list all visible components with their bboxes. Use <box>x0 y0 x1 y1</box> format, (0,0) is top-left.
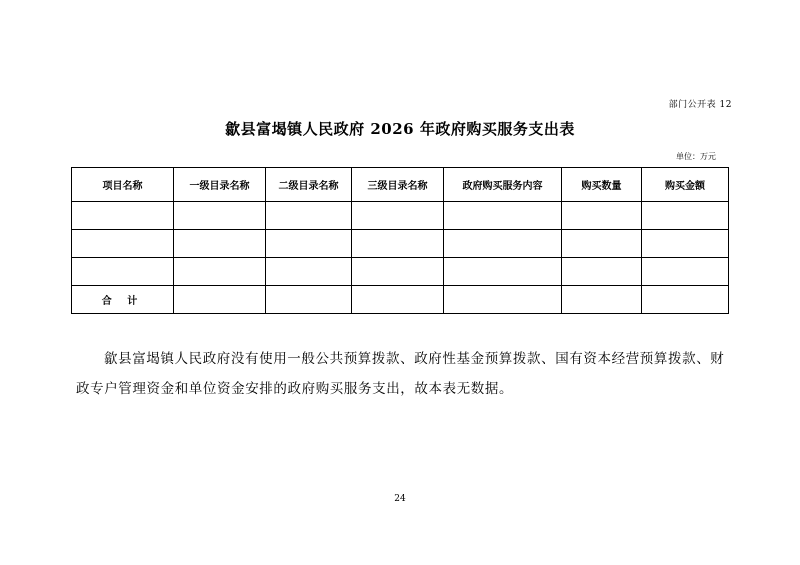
table-cell <box>174 286 266 314</box>
column-header-service-content: 政府购买服务内容 <box>444 168 562 202</box>
column-header-level3-category: 三级目录名称 <box>352 168 444 202</box>
table-header-row <box>72 168 729 202</box>
table-cell <box>266 230 352 258</box>
table-cell <box>444 202 562 230</box>
table-cell <box>266 202 352 230</box>
document-title: 歙县富堨镇人民政府 2026 年政府购买服务支出表 <box>225 120 575 138</box>
table-cell <box>174 258 266 286</box>
purchase-services-table <box>71 167 729 314</box>
table-cell <box>562 258 642 286</box>
table-cell <box>352 286 444 314</box>
column-header-quantity: 购买数量 <box>562 168 642 202</box>
column-header-level2-category: 二级目录名称 <box>266 168 352 202</box>
unit-label: 单位：万元 <box>676 152 716 161</box>
table-cell <box>266 258 352 286</box>
table-row <box>72 202 729 230</box>
table-cell <box>562 230 642 258</box>
table-cell <box>266 286 352 314</box>
table-cell <box>642 258 729 286</box>
table-cell <box>352 258 444 286</box>
table-cell <box>174 230 266 258</box>
total-label: 合 计 <box>72 286 174 314</box>
page-number: 24 <box>394 494 406 504</box>
table-cell <box>72 202 174 230</box>
table-cell <box>444 258 562 286</box>
table-cell <box>444 286 562 314</box>
table-row <box>72 230 729 258</box>
table-cell <box>72 230 174 258</box>
column-header-amount: 购买金额 <box>642 168 729 202</box>
explanatory-note: 歙县富堨镇人民政府没有使用一般公共预算拨款、政府性基金预算拨款、国有资本经营预算拨款、财政专户管理资金和单位资金安排的政府购买服务支出，故本表无数据。 <box>76 351 725 397</box>
table-row <box>72 258 729 286</box>
table-cell <box>642 230 729 258</box>
column-header-project-name: 项目名称 <box>72 168 174 202</box>
table-cell <box>642 286 729 314</box>
table-cell <box>642 202 729 230</box>
column-header-level1-category: 一级目录名称 <box>174 168 266 202</box>
table-total-row <box>72 286 729 314</box>
table-cell <box>174 202 266 230</box>
table-cell <box>352 230 444 258</box>
table-cell <box>352 202 444 230</box>
table-cell <box>444 230 562 258</box>
table-cell <box>562 286 642 314</box>
table-cell <box>72 258 174 286</box>
form-code: 部门公开表 12 <box>668 100 732 110</box>
table-cell <box>562 202 642 230</box>
